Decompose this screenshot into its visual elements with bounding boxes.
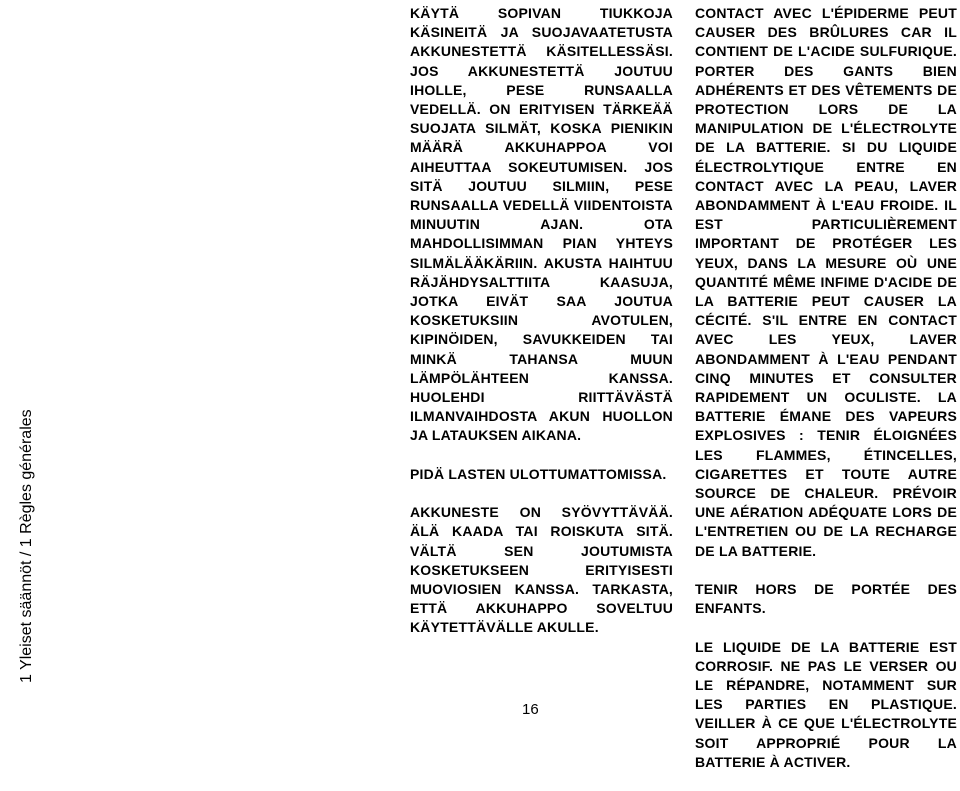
finnish-warning-paragraph: KÄYTÄ SOPIVAN TIUKKOJA KÄSINEITÄ JA SUOJAVAATETUSTA AKKUNESTETTÄ KÄSITELLESSÄSI. JOS AKKUNESTETTÄ JOUTUU IHOLLE, PESE RUNSAALLA VEDELLÄ. ON ERITYISEN TÄRKEÄÄ SUOJATA SILMÄT, KOSKA PIENIKIN MÄÄRÄ AKKUHAPPOA VOI AIHEUTTAA SOKEUTUMISEN. JOS SITÄ JOUTUU SILMIIN, PESE RUNSAALLA VEDELLÄ VIIDENTOISTA MINUUTIN AJAN. OTA MAHDOLLISIMMAN PIAN YHTEYS SILMÄLÄÄKÄRIIN. AKUSTA HAIHTUU RÄJÄHDYSALTTIITA KAASUJA, JOTKA EIVÄT SAA JOUTUA KOSKETUKSIIN AVOTULEN, KIPINÖIDEN, SAVUKKEIDEN TAI MINKÄ TAHANSA MUUN LÄMPÖLÄHTEEN KANSSA. HUOLEHDI RIITTÄVÄSTÄ ILMANVAIHDOSTA AKUN HUOLLON JA LATAUKSEN AIKANA.: [410, 5, 673, 444]
finnish-corrosive-warning: AKKUNESTE ON SYÖVYTTÄVÄÄ. ÄLÄ KAADA TAI ROISKUTA SITÄ. VÄLTÄ SEN JOUTUMISTA KOSKETUKSEEN ERITYISESTI MUOVIOSIEN KANSSA. TARKASTA, ETTÄ AKKUHAPPO SOVELTUU KÄYTETTÄVÄLLE AKULLE.: [410, 504, 673, 636]
side-section-title: [0, 0, 35, 719]
french-corrosive-warning: LE LIQUIDE DE LA BATTERIE EST CORROSIF. NE PAS LE VERSER OU LE RÉPANDRE, NOTAMMENT SUR LES PARTIES EN PLASTIQUE. VEILLER À CE QUE L'ÉLECTROLYTE SOIT APPROPRIÉ POUR LA BATTERIE À ACTIVER.: [695, 638, 957, 770]
french-text-column: [695, 4, 957, 791]
finnish-text-column: [410, 4, 673, 657]
finnish-children-warning: PIDÄ LASTEN ULOTTUMATTOMISSA.: [410, 465, 667, 482]
page-number: 16: [522, 701, 539, 718]
french-children-warning: TENIR HORS DE PORTÉE DES ENFANTS.: [695, 581, 957, 617]
section-title-text: 1 Yleiset säännöt / 1 Règles générales: [18, 409, 35, 683]
french-warning-paragraph: CONTACT AVEC L'ÉPIDERME PEUT CAUSER DES BRÛLURES CAR IL CONTIENT DE L'ACIDE SULFURIQUE. PORTER DES GANTS BIEN ADHÉRENTS ET DES VÊTEMENTS DE PROTECTION LORS DE LA MANIPULATION DE L'ÉLECTROLYTE DE LA BATTERIE. SI DU LIQUIDE ÉLECTROLYTIQUE ENTRE EN CONTACT AVEC LA PEAU, LAVER ABONDAMMENT À L'EAU FROIDE. IL EST PARTICULIÈREMENT IMPORTANT DE PROTÉGER LES YEUX, DANS LA MESURE OÙ UNE QUANTITÉ MÊME INFIME D'ACIDE DE LA BATTERIE PEUT CAUSER LA CÉCITÉ. S'IL ENTRE EN CONTACT AVEC LES YEUX, LAVER ABONDAMMENT À L'EAU PENDANT CINQ MINUTES ET CONSULTER RAPIDEMENT UN OCULISTE. LA BATTERIE ÉMANE DES VAPEURS EXPLOSIVES : TENIR ÉLOIGNÉES LES FLAMMES, ÉTINCELLES, CIGARETTES ET TOUTE AUTRE SOURCE DE CHALEUR. PRÉVOIR UNE AÉRATION ADÉQUATE LORS DE L'ENTRETIEN OU DE LA RECHARGE DE LA BATTERIE.: [695, 5, 957, 559]
